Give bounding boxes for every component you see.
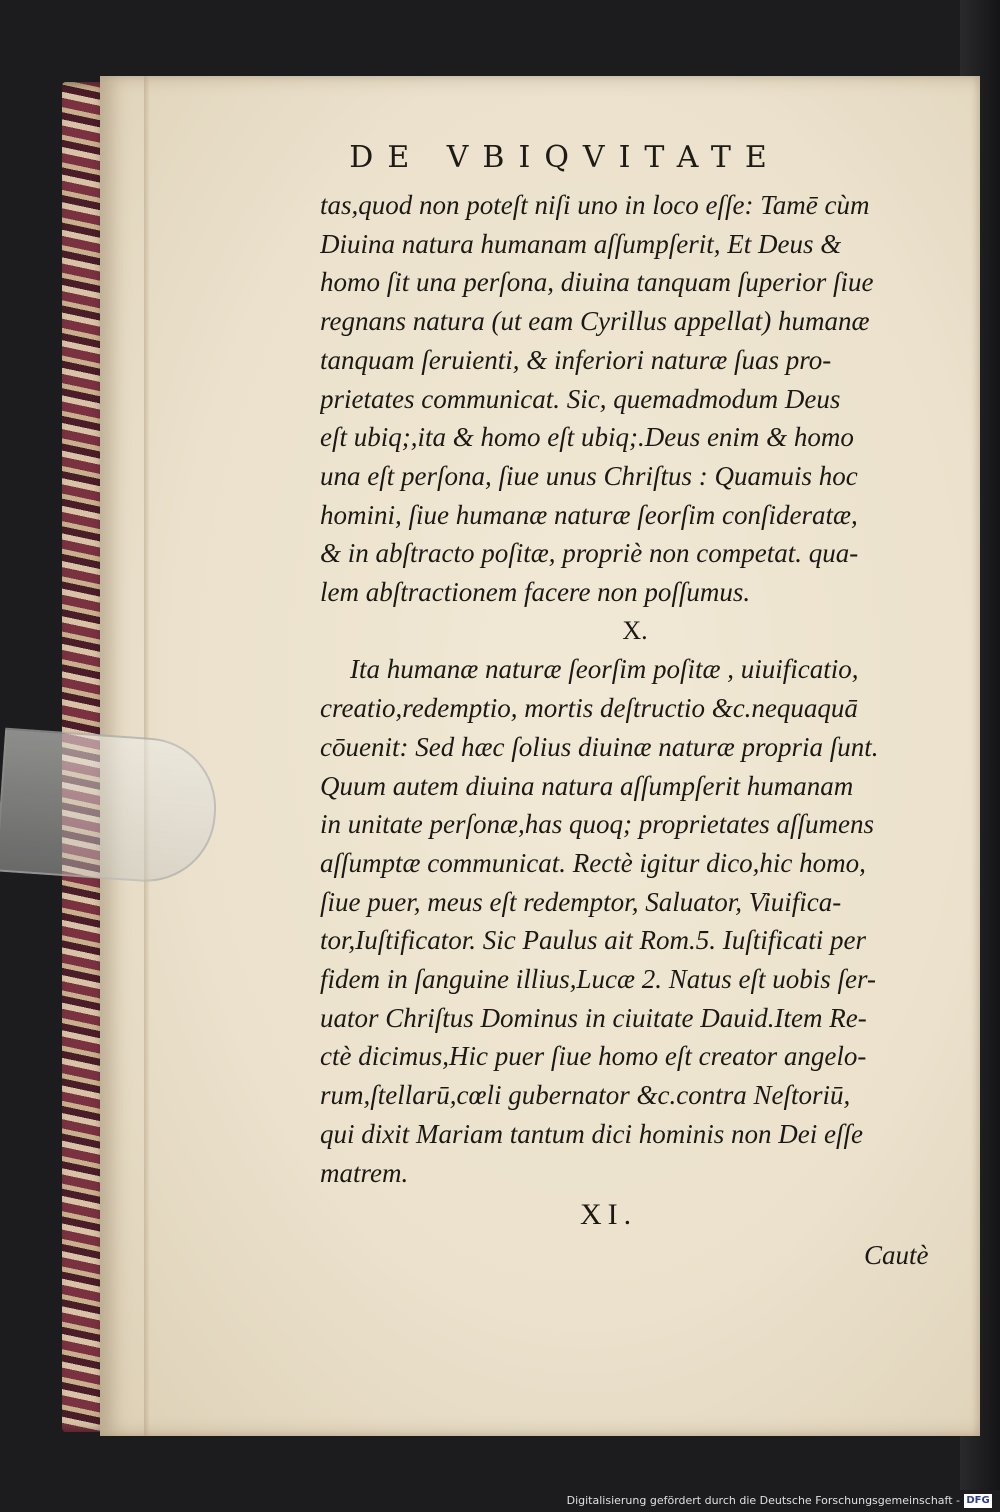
text-line: Diuina natura humanam aſſumpſerit, Et Deus &	[320, 228, 842, 259]
text-line: homo ſit una perſona, diuina tanquam ſuperior ſiue	[320, 267, 874, 298]
dfg-logo: DFG	[964, 1494, 992, 1508]
text-line: rum,ſtellarū,cœli gubernator &c.contra Neſtoriū,	[320, 1080, 851, 1111]
catchword: Cautè	[864, 1240, 929, 1270]
text-line: tanquam ſeruienti, & inferiori naturæ ſuas pro-	[320, 344, 832, 375]
text-line: Ita humanæ naturæ ſeorſim poſitæ , uiuificatio,	[350, 654, 859, 685]
text-line: prietates communicat. Sic, quemadmodum Deus	[320, 383, 841, 414]
text-line: cōuenit: Sed hæc ſolius diuinæ naturæ propria ſunt.	[320, 731, 879, 762]
text-line: tas,quod non poteſt niſi uno in loco eſſe: Tamē cùm	[320, 190, 870, 220]
text-line: in unitate perſonæ,has quoq; proprietates aſſumens	[320, 809, 874, 840]
text-line: matrem.	[320, 1157, 409, 1188]
text-line: fidem in ſanguine illius,Lucæ 2. Natus eſt uobis ſer-	[320, 964, 876, 995]
text-line: Quum autem diuina natura aſſumpſerit humanam	[320, 770, 854, 801]
text-line: aſſumptæ communicat. Rectè igitur dico,hic homo,	[320, 847, 866, 878]
text-line: regnans natura (ut eam Cyrillus appellat) humanæ	[320, 306, 870, 337]
text-line: lem abſtractionem facere non poſſumus.	[320, 577, 751, 608]
text-line: ctè dicimus,Hic puer ſiue homo eſt creator angelo-	[320, 1041, 867, 1072]
text-line: una eſt perſona, ſiue unus Chriſtus : Quamuis hoc	[320, 460, 858, 491]
text-line: homini, ſiue humanæ naturæ ſeorſim conſideratæ,	[320, 499, 858, 530]
page-clip-marker	[0, 728, 221, 887]
footer-bar	[0, 1490, 1000, 1512]
text-line: qui dixit Mariam tantum dici hominis non Dei eſſe	[320, 1118, 863, 1149]
text-line: tor,Iuſtificator. Sic Paulus ait Rom.5. Iuſtificati per	[320, 925, 866, 956]
text-line: uator Chriſtus Dominus in ciuitate Dauid.Item Re-	[320, 1002, 867, 1033]
running-head: DE VBIQVITATE	[349, 140, 781, 175]
section-number-x: X.	[622, 615, 648, 645]
body-text	[320, 186, 940, 1192]
section-number-xi: XI.	[580, 1198, 638, 1231]
text-line: eſt ubiq;,ita & homo eſt ubiq;.Deus enim & homo	[320, 422, 854, 453]
funding-notice: Digitalisierung gefördert durch die Deutsche Forschungsgemeinschaft -	[566, 1494, 960, 1507]
text-line: & in abſtracto poſitæ, propriè non competat. qua-	[320, 538, 859, 569]
text-line: creatio,redemptio, mortis deſtructio &c.nequaquā	[320, 693, 858, 724]
text-line: ſiue puer, meus eſt redemptor, Saluator, Viuifica-	[320, 886, 842, 917]
